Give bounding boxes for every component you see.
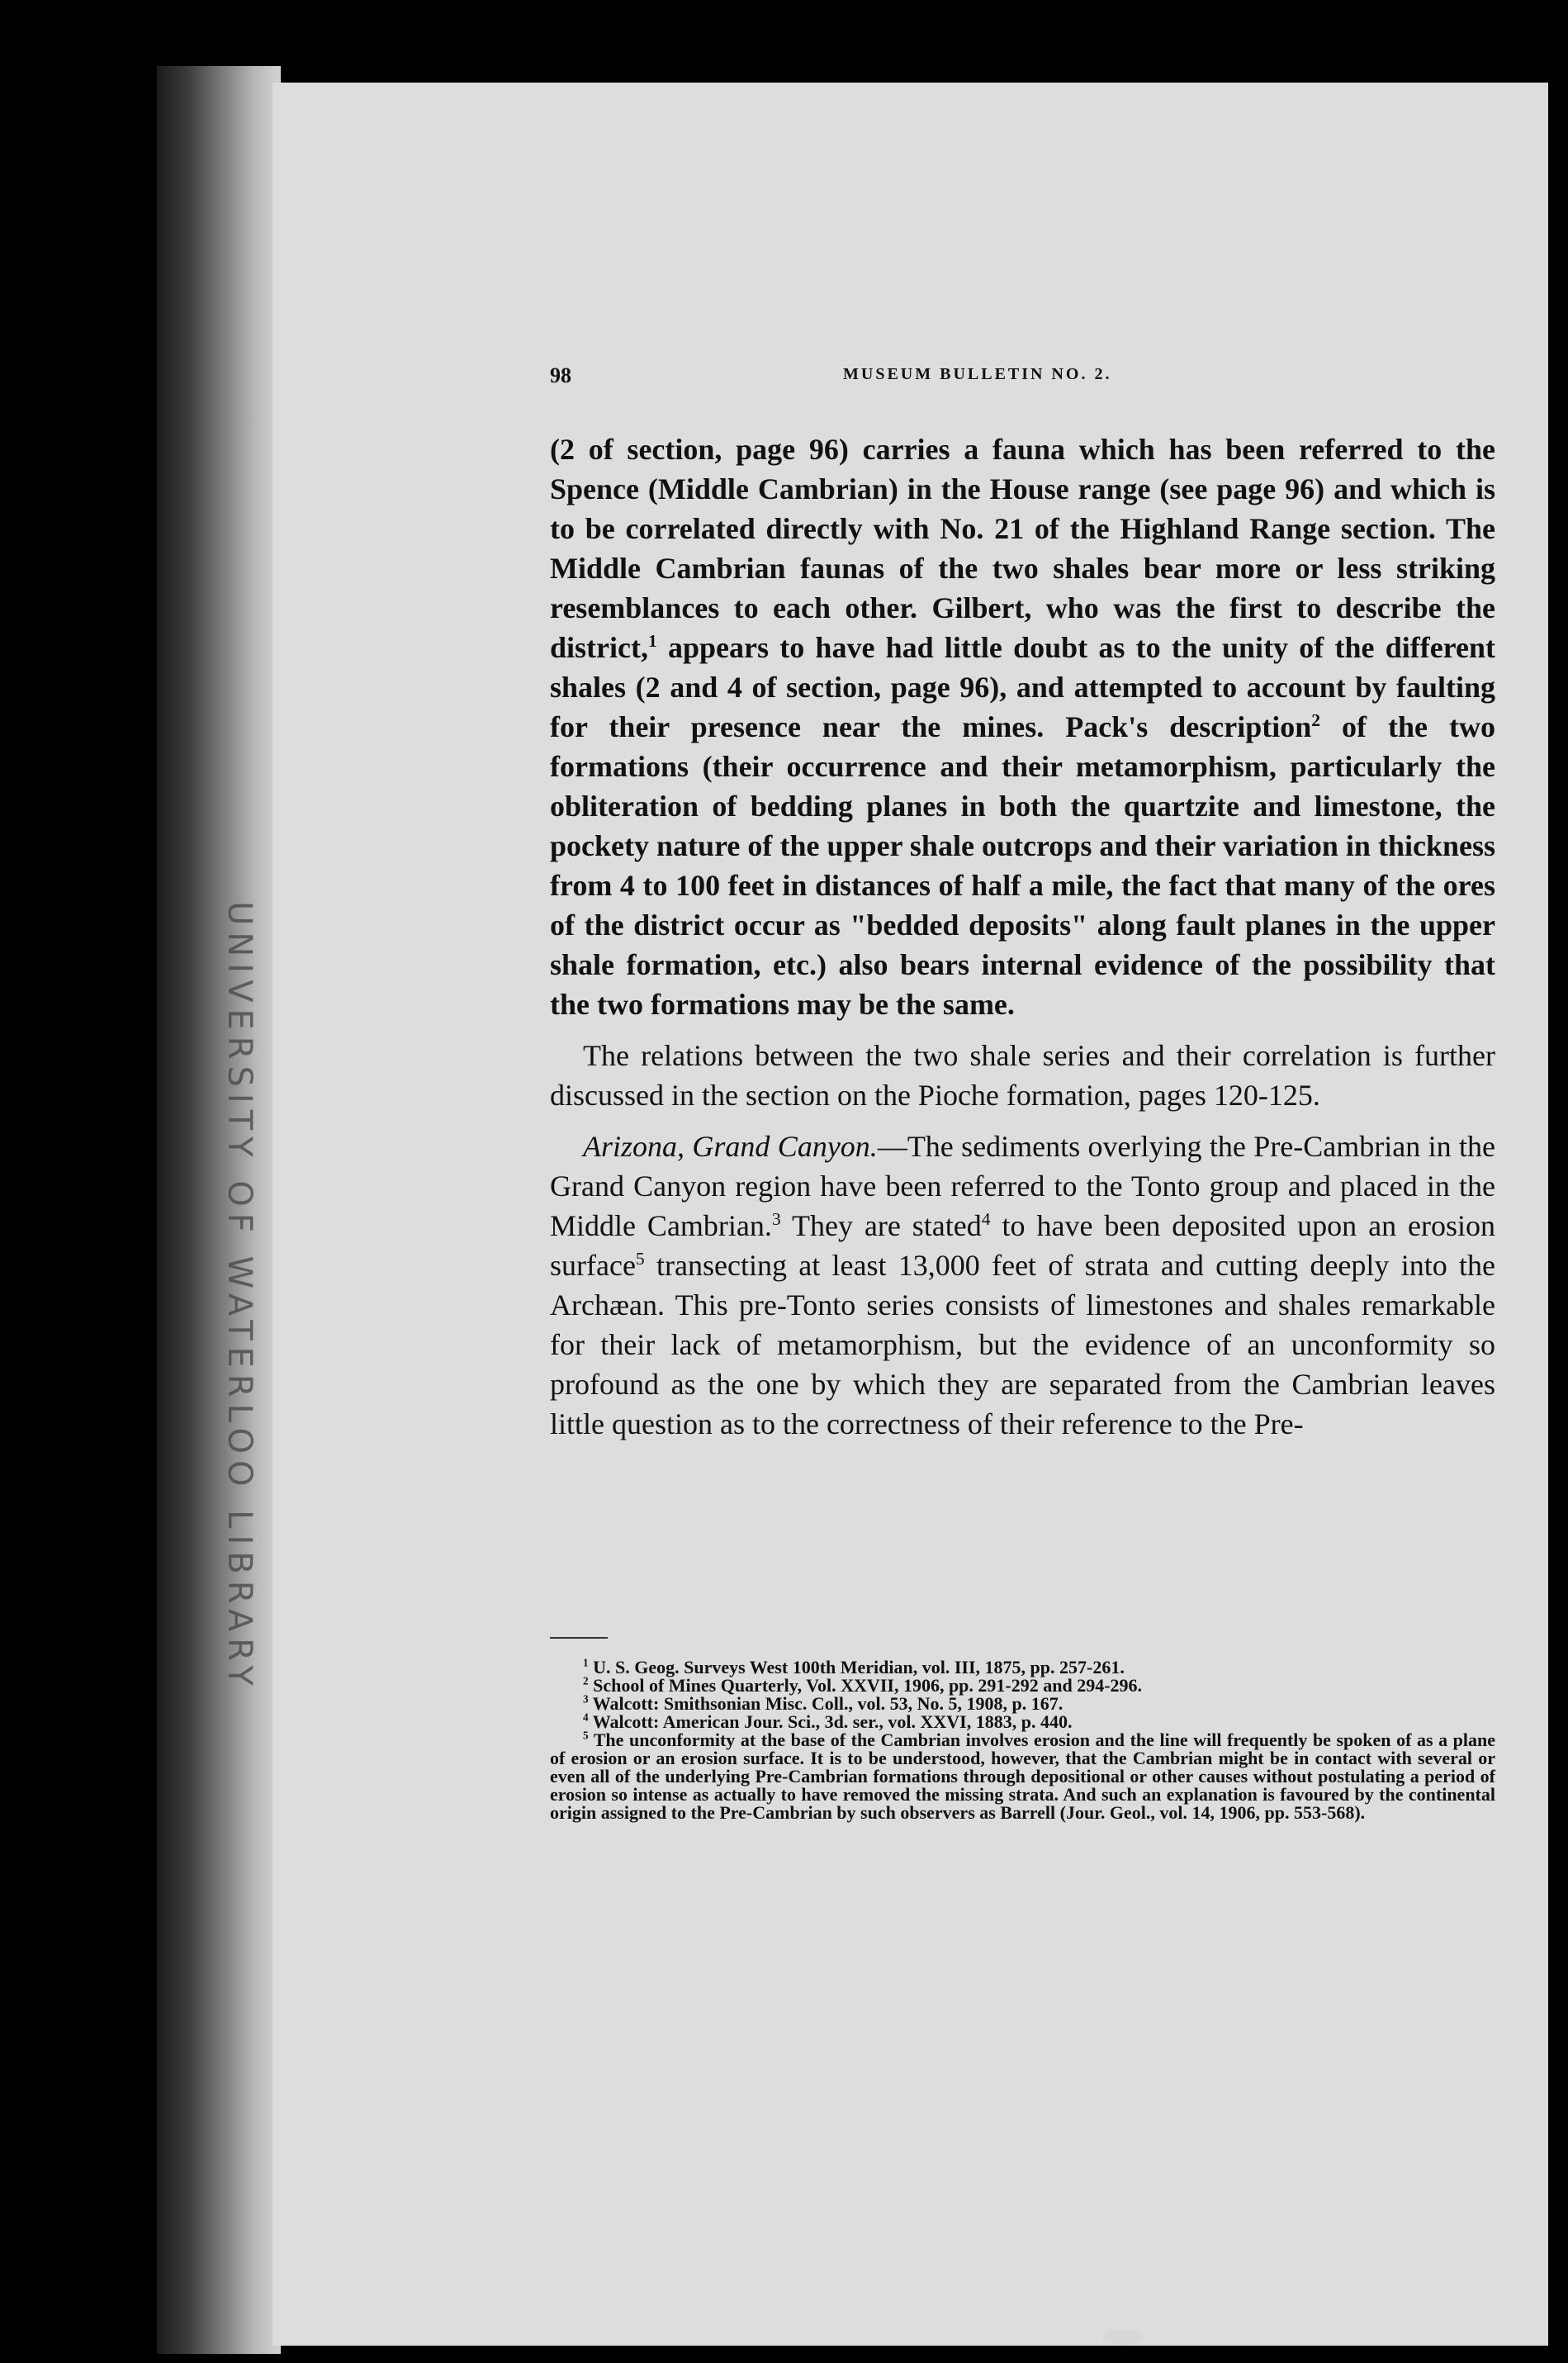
footnote-1 (550, 1658, 1495, 1677)
paragraph-3 (550, 1127, 1495, 1444)
footnote-ref-1: 1 (647, 631, 657, 651)
footnote-ref-3: 3 (771, 1209, 781, 1229)
scan-artifact-mark (1102, 2329, 1144, 2346)
paragraph-2-text: The relations between the two shale series and their correlation is further discussed in the section on the Pioche formation, pages 120-125. (550, 1039, 1495, 1112)
footnote-text: Walcott: Smithsonian Misc. Coll., vol. 53, No. 5, 1908, p. 167. (588, 1693, 1063, 1714)
footnote-5 (550, 1731, 1495, 1822)
section-heading-arizona: Arizona, Grand Canyon. (583, 1130, 878, 1163)
journal-title: MUSEUM BULLETIN NO. 2. (843, 365, 1112, 383)
page-number: 98 (550, 363, 571, 387)
footnote-number: 4 (583, 1711, 589, 1724)
paragraph-1-text-c: of the two formations (their occurrence and their metamorphism, particularly the obliteration of bedding planes in both the quartzite and limestone, the pockety nature of the upper shale outcrops and their variation in thickness from 4 to 100 feet in distances of half a mile, the fact that many of the ores of the district occur as "bedded deposits" along fault planes in the upper shale formation, etc.) also bears internal evidence of the possibility that the two formations may be the same. (550, 710, 1496, 1021)
library-stamp-text: UNIVERSITY OF WATERLOO LIBRARY (220, 901, 259, 1692)
footnote-4 (550, 1713, 1495, 1731)
footnote-separator (550, 1637, 608, 1639)
library-stamp (215, 901, 264, 1692)
footnotes (550, 1658, 1495, 1822)
footnote-text: Walcott: American Jour. Sci., 3d. ser., vol. XXVI, 1883, p. 440. (588, 1711, 1073, 1732)
paragraph-1-text-b: appears to have had little doubt as to the unity of the different shales (2 and 4 of section, page 96), and attempted to account by faulting for their presence near the mines. Pack's description (550, 631, 1495, 743)
footnote-number: 2 (583, 1674, 589, 1687)
footnote-ref-2: 2 (1311, 710, 1321, 730)
paragraph-3-text-c: to have been deposited upon an erosion surface (550, 1209, 1496, 1282)
paragraph-3-text-a: —The sediments overlying the Pre-Cambrian in the Grand Canyon region have been referred to the Tonto group and placed in the Middle Cambrian. (550, 1130, 1496, 1242)
footnote-ref-4: 4 (981, 1209, 991, 1229)
footnote-text: U. S. Geog. Surveys West 100th Meridian, vol. III, 1875, pp. 257-261. (588, 1657, 1125, 1677)
paragraph-3-text-d: transecting at least 13,000 feet of strata and cutting deeply into the Archæan. This pre-Tonto series consists of limestones and shales remarkable for their lack of metamorphism, but the evidence of an unconformity so profound as the one by which they are separated from the Cambrian leaves little question as to the correctness of their reference to the Pre- (550, 1249, 1495, 1440)
paragraph-1-text-a: (2 of section, page 96) carries a fauna which has been referred to the Spence (Middle Cambrian) in the House range (see page 96) and which is to be correlated directly with No. 21 of the Highland Range section. The Middle Cambrian faunas of the two shales bear more or less striking resemblances to each other. Gilbert, who was the first to describe the district, (550, 433, 1495, 664)
footnote-3 (550, 1692, 1495, 1714)
footnote-ref-5: 5 (635, 1249, 645, 1269)
footnote-text: The unconformity at the base of the Cambrian involves erosion and the line will frequently be spoken of as a plane of erosion or an erosion surface. It is to be understood, however, that the Cambrian might be in contact with several or even all of the underlying Pre-Cambrian formations through depositional or other causes without postulating a period of erosion so intense as actually to have removed the missing strata. And such an explanation is favoured by the continental origin assigned to the Pre-Cambrian by such observers as Barrell (Jour. Geol., vol. 14, 1906, pp. 553-568). (550, 1730, 1495, 1823)
body-text (550, 429, 1495, 1444)
footnote-number: 5 (583, 1729, 589, 1742)
footnote-text: School of Mines Quarterly, Vol. XXVII, 1906, pp. 291-292 and 294-296. (588, 1675, 1143, 1696)
footnote-2 (550, 1674, 1495, 1696)
paragraph-1 (550, 429, 1495, 1024)
paragraph-2 (550, 1036, 1495, 1115)
footnote-number: 3 (583, 1692, 589, 1706)
running-head (550, 363, 1495, 396)
footnote-number: 1 (583, 1656, 589, 1669)
paragraph-3-text-b: They are stated (780, 1209, 982, 1242)
